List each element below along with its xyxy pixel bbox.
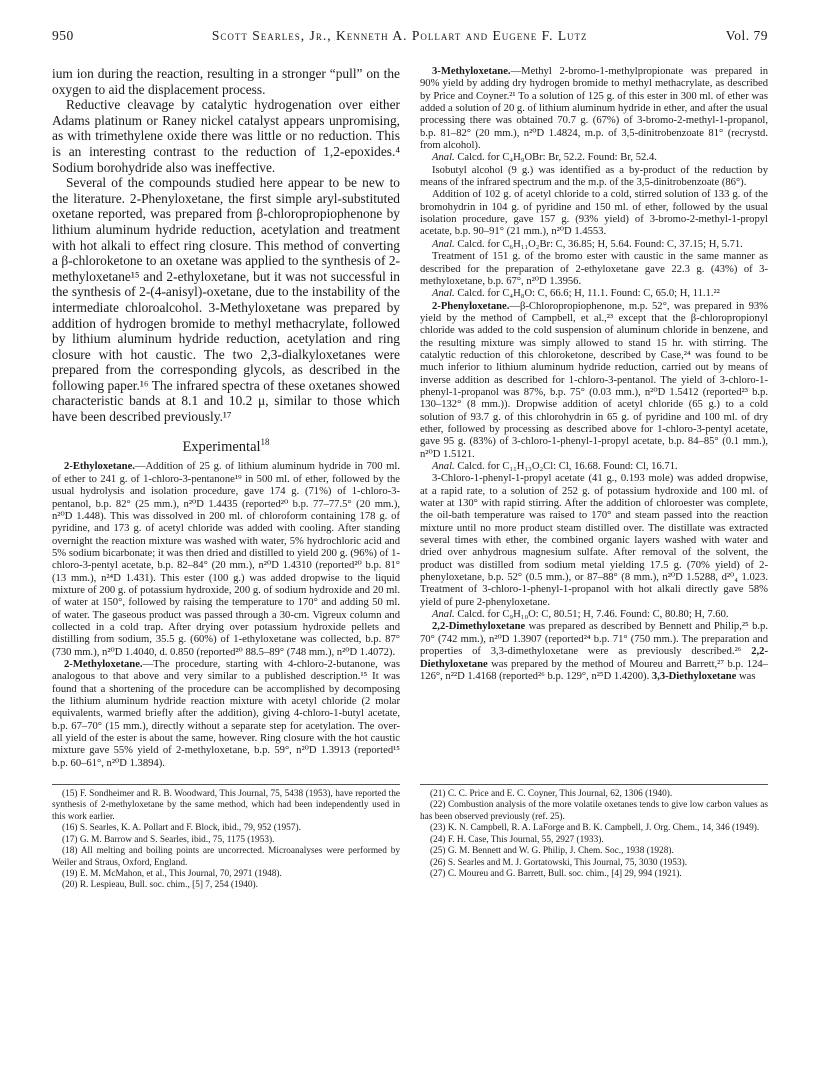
footnote: (20) R. Lespieau, Bull. soc. chim., [5] 7, 254 (1940).: [62, 880, 258, 891]
paragraph: Treatment of 151 g. of the bromo ester with caustic in the same manner as described for the preparation of 2-ethyloxetane gave 22.3 g. (43%) of 3-methyloxetane, b.p. 67°, n²⁰D 1.3956.: [420, 251, 768, 287]
procedure-paragraph: [420, 301, 768, 461]
compound-name: 3-Methyloxetane.: [432, 66, 511, 77]
procedure-text: —Addition of 25 g. of lithium aluminum hydride in 700 ml. of ether to 241 g. of 1-chloro-3-pentanone¹⁹ in 500 ml. of ether, followed by the usual hydrolysis and isolation procedure, gave 174 g. (71%) of 1-chloro-3-pentanol, b.p. 82° (25 mm.), n²⁰D 1.4435 (reported²⁰ b.p. 77–77.5° (20 mm.), n²⁰D 1.448). This was dissolved in 200 ml. of chloroform containing 178 g. of pyridine, and 173 g. of acetyl chloride was added with cooling. After standing overnight the reaction mixture was washed with water, 5% hydrochloric acid and 5% sodium bicarbonate; it was then dried and distilled to yield 200 g. (96%) of 1-chloro-3-pentyl acetate, b.p. 82–84° (20 mm.), n²⁰D 1.4310 (reported²⁰ b.p. 81° (13 mm.), n²⁴D 1.431). This ester (100 g.) was added dropwise to the liquid mixture of 200 g. of potassium hydroxide, 200 g. of sodium hydroxide and 20 ml. of water at 150°, followed by raising the temperature to 170° and adding 50 ml. of water. The gaseous product was passed through a 30-cm. Vigreux column and collected in a cold trap. After drying over potassium hydroxide pellets and distilling from sodium, 35.5 g. (60%) of 1-ethyloxetane was collected, b.p. 87° (730 mm.), n²⁰D 1.4040, d. 0.850 (reported²⁰ 88.5–89° (748 mm.), n²⁰D 1.4072).: [52, 461, 400, 658]
footnote: (22) Combustion analysis of the more volatile oxetanes tends to give low carbon values as has been observed previously (ref. 25).: [420, 800, 768, 822]
procedure-text: —Methyl 2-bromo-1-methylpropionate was prepared in 90% yield by adding dry hydrogen bromide to methyl methacrylate, as described by Price and Coyner.²¹ To a solution of 125 g. of this ester in 300 ml. of ether was added a solution of 20 g. of lithium aluminum hydride in ether, and after the usual processing there was obtained 70.7 g. (67%) of 3-bromo-2-methyl-1-propanol, b.p. 81–82° (20 mm.), n²⁰D 1.4824, m.p. of 3,5-dinitrobenzoate 81° (recrystd. from alcohol).: [420, 66, 768, 152]
anal-text: Calcd. for C₄H₉OBr: Br, 52.2. Found: Br, 52.4.: [457, 152, 657, 164]
procedure-text: —β-Chloropropiophenone, m.p. 52°, was prepared in 93% yield by the method of Campbell, et al.,²³ except that the β-chloropropionyl chloride was added to the cold suspension of aluminum chloride in benzene, and the resulting mixture was simply allowed to stand 15 hr. with stirring. The catalytic reduction of this chloroketone, described by Case,²⁴ was found to be much inferior to lithium aluminum hydride reduction, carried out by means of inverse addition as described for 1-chloro-3-pentanol. The yield of 3-chloro-1-phenyl-1-propanol was 87%, b.p. 75° (0.03 mm.), n²⁰D 1.5412 (reported²³ b.p. 130–132° (8 mm.)). Dropwise addition of acetyl chloride (65 g.) to a cold solution of 93.7 g. of this chlorohydrin in 65 g. of pyridine and 100 ml. of dry ether, followed by processing as described above for 1-chloro-3-pentyl acetate, gave 95 g. (83%) of 3-chloro-1-phenyl-1-propyl acetate, b.p. 84–85° (0.1 mm.), n²⁰D 1.5121.: [420, 300, 768, 460]
footnote: (21) C. C. Price and E. C. Coyner, This Journal, 62, 1306 (1940).: [430, 789, 673, 800]
procedure-text: was: [736, 670, 756, 682]
paragraph: Addition of 102 g. of acetyl chloride to a cold, stirred solution of 133 g. of the bromohydrin in 104 g. of pyridine and 150 ml. of ether, followed by the usual isolation procedure, gave 157 g. (93% yield) of 3-bromo-2-methyl-1-propyl acetate, b.p. 90–91° (21 mm.), n²⁰D 1.4553.: [420, 189, 768, 238]
anal-text: Calcd. for C₆H₁₁O₂Br: C, 36.85; H, 5.64. Found: C, 37.15; H, 5.71.: [457, 238, 743, 250]
procedure-text: was prepared as described by Bennett and Philip,²⁵ b.p. 70° (742 mm.), n²⁰D 1.3907 (reported²⁴ b.p. 71° (750 mm.). The preparation and properties of 3,3-dimethyloxetane were as previously described.²⁶: [420, 621, 768, 658]
left-column: [52, 66, 400, 770]
footnote: (16) S. Searles, K. A. Pollart and F. Block, ibid., 79, 952 (1957).: [62, 823, 301, 834]
footnote: (24) F. H. Case, This Journal, 55, 2927 (1933).: [430, 834, 604, 845]
anal-text: Calcd. for C₄H₈O: C, 66.6; H, 11.1. Found: C, 65.0; H, 11.1.²²: [457, 288, 720, 300]
footnote: (19) E. M. McMahon, et al., This Journal, 70, 2971 (1948).: [62, 868, 282, 879]
compound-name: 2-Methyloxetane.: [64, 658, 143, 670]
compound-name: 2-Phenyloxetane.: [432, 300, 510, 312]
procedure-paragraph: [52, 461, 400, 659]
anal-label: Anal.: [432, 288, 455, 300]
paragraph: Isobutyl alcohol (9 g.) was identified as a by-product of the reduction by means of the infrared spectrum and the m.p. of the 3,5-dinitrobenzoate (86°).: [420, 164, 768, 189]
compound-name: 2,2-Dimethyloxetane: [432, 621, 526, 633]
anal-label: Anal.: [432, 238, 455, 250]
analysis-line: [420, 461, 768, 473]
section-footnote-ref: 18: [260, 436, 270, 447]
analysis-line: [420, 239, 768, 251]
paragraph: Reductive cleavage by catalytic hydrogenation over either Adams platinum or Raney nickel catalyst appears unpromising, as with trimethylene oxide there was little or no reduction. This is an interesting contrast to the reduction of 1,2-epoxides.⁴ Sodium borohydride also was ineffective.: [52, 97, 400, 175]
running-header: [52, 28, 768, 50]
anal-text: Calcd. for C₉H₁₀O: C, 80.51; H, 7.46. Found: C, 80.80; H, 7.60.: [457, 609, 729, 621]
procedure-paragraph: [52, 659, 400, 770]
paragraph: 3-Chloro-1-phenyl-1-propyl acetate (41 g., 0.193 mole) was added dropwise, at a rapid rate, to a solution of 252 g. of potassium hydroxide and 100 ml. of water at 130° with rapid stirring. After the addition of chloroester was complete, the oil-bath temperature was raised to 170° and steam passed into the reaction mixture until no more product steam distilled over. The distillate was extracted several times with ether, the combined organic layers washed with water and dried over anhydrous magnesium sulfate. After removal of the solvent, the product was distilled from sodium metal yielding 17.5 g. (70% yield) of 2-phenyloxetane, b.p. 52° (0.5 mm.), or 87–88° (8 mm.), n²⁰D 1.5288, d²⁰₄ 1.023. Treatment of 3-chloro-1-phenyl-1-propanol with hot alkali directly gave 58% yield of pure 2-phenyloxetane.: [420, 473, 768, 608]
footnote: (27) C. Moureu and G. Barrett, Bull. soc. chim., [4] 29, 994 (1921).: [430, 868, 682, 879]
procedure-paragraph: [420, 621, 768, 683]
analysis-line: [420, 288, 768, 300]
procedure-paragraph: [420, 66, 768, 152]
anal-text: Calcd. for C₁₁H₁₃O₂Cl: Cl, 16.68. Found: Cl, 16.71.: [457, 461, 678, 472]
footnote: (18) All melting and boiling points are uncorrected. Microanalyses were performed by Weiler and Straus, Oxford, England.: [52, 846, 400, 868]
page-number: 950: [52, 28, 74, 43]
volume-label: Vol. 79: [725, 28, 768, 43]
compound-name: 2-Ethyloxetane.: [64, 461, 135, 473]
footnote: (15) F. Sondheimer and R. B. Woodward, This Journal, 75, 5438 (1953), have reported the synthesis of 2-methyloxetane by the same method, which had been independently used in this work earlier.: [52, 789, 400, 822]
compound-name: 2,2-Diethyloxetane: [420, 646, 768, 670]
right-column: [420, 66, 768, 770]
running-authors: Scott Searles, Jr., Kenneth A. Pollart and Eugene F. Lutz: [211, 28, 588, 43]
section-title: Experimental: [182, 438, 261, 455]
anal-label: Anal.: [432, 461, 455, 472]
experimental-text: [52, 461, 400, 770]
footnotes-left: [52, 784, 400, 892]
procedure-text: —The procedure, starting with 4-chloro-2-butanone, was analogous to that above and very similar to a published description.¹⁵ It was found that a shortening of the procedure can be accomplished by decomposing the lithium aluminum hydride reaction mixture with acetyl chloride (2 molar equivalents, warmed briefly after the addition), giving 4-chloro-1-butyl acetate, b.p. 67–70° (15 mm.), directly without a separate step for acetylation. The over-all yield of the ester is about the same, however. Ring closure with the hot caustic mixture gave 55% yield of 2-methyloxetane, b.p. 59°, n²⁰D 1.3913 (reported¹⁵ b.p. 60–61°, n²⁰D 1.3894).: [52, 658, 400, 769]
anal-label: Anal.: [432, 152, 455, 164]
anal-label: Anal.: [432, 609, 455, 621]
body-columns: [52, 66, 768, 770]
paragraph: Several of the compounds studied here appear to be new to the literature. 2-Phenyloxetane, the first simple aryl-substituted oxetane reported, was prepared from β-chloropropiophenone by lithium aluminum hydride reduction, acetylation and treatment with hot alkali to effect ring closure. This method of converting a β-chloroketone to an oxetane was applied to the synthesis of 2-methyloxetane¹⁵ and 2-ethyloxetane, but it was not successful in the synthesis of 2-(4-anisyl)-oxetane, due to the instability of the intermediate chloroalcohol. 3-Methyloxetane was prepared by addition of hydrogen bromide to methyl methacrylate, followed by lithium aluminum hydride reduction, acetylation and ring closure with hot caustic. The two 2,3-dialkyloxetanes were prepared from the corresponding glycols, as described in the following paper.¹⁶ The infrared spectra of these oxetanes showed characteristic bands at 8.1 and 10.2 μ, similar to those which have been described previously.¹⁷: [52, 175, 400, 425]
analysis-line: [420, 152, 768, 164]
paragraph: ium ion during the reaction, resulting in a stronger “pull” on the oxygen to aid the displacement process.: [52, 66, 400, 97]
footnote: (23) K. N. Campbell, R. A. LaForge and B. K. Campbell, J. Org. Chem., 14, 346 (1949).: [430, 823, 760, 834]
footnote: (25) G. M. Bennett and W. G. Philip, J. Chem. Soc., 1938 (1928).: [430, 846, 674, 857]
analysis-line: [420, 609, 768, 621]
compound-name: 3,3-Diethyloxetane: [651, 670, 737, 682]
section-heading-experimental: [52, 437, 400, 456]
footnotes-right: [420, 784, 768, 892]
footnotes: [52, 784, 768, 892]
procedure-text: was prepared by the method of Moureu and Barrett,²⁷ b.p. 124–126°, n²²D 1.4168 (reported²⁶ b.p. 129°, n²⁵D 1.4200).: [420, 658, 768, 682]
footnote: (26) S. Searles and M. J. Gortatowski, This Journal, 75, 3030 (1953).: [430, 857, 688, 868]
footnote: (17) G. M. Barrow and S. Searles, ibid., 75, 1175 (1953).: [62, 834, 275, 845]
